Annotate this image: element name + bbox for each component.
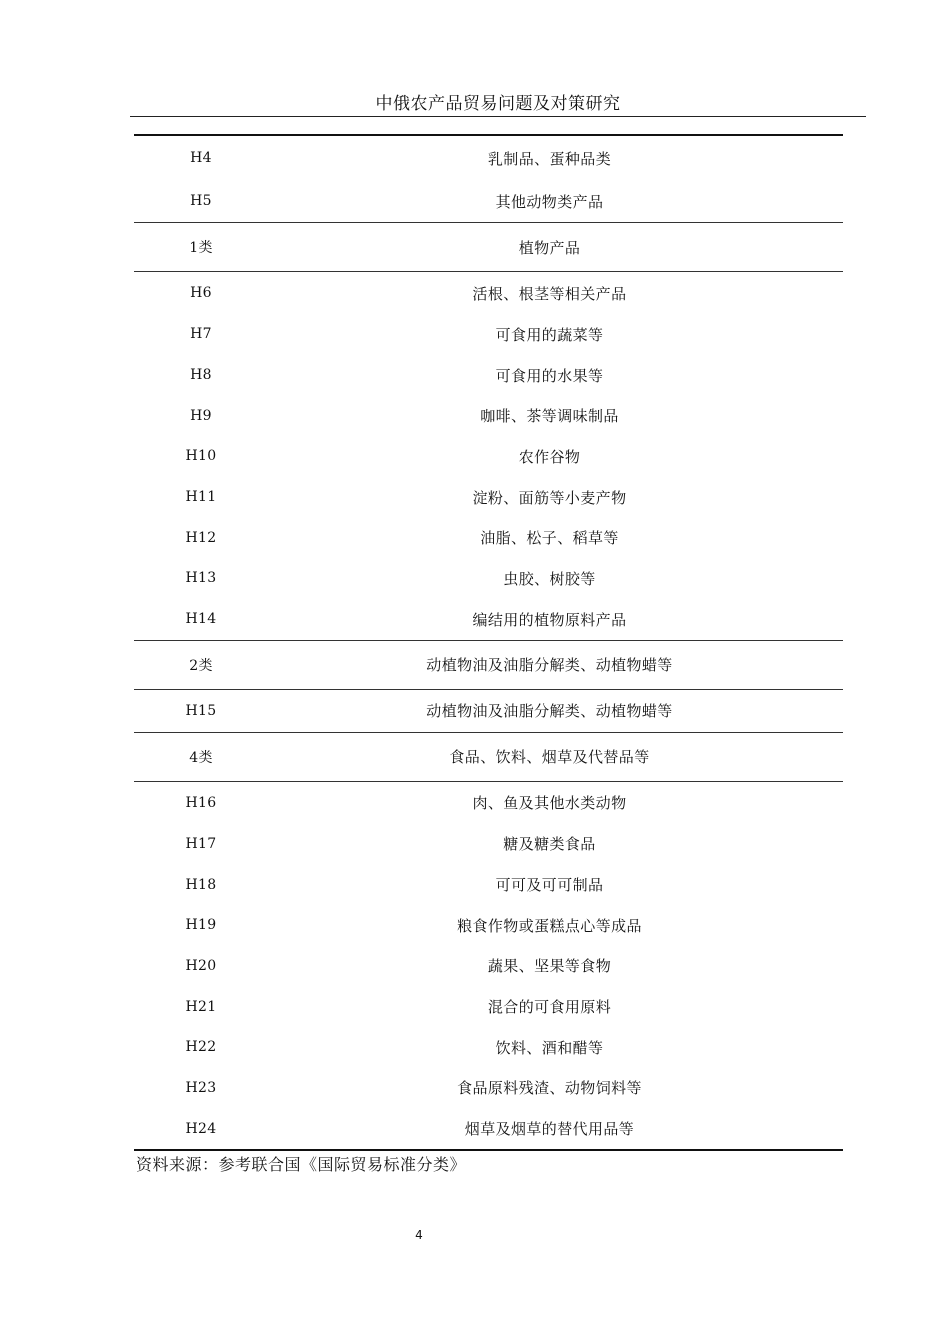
table-row <box>134 436 843 477</box>
table-row <box>134 690 843 733</box>
row-code: H6 <box>190 285 212 301</box>
row-code: 1类 <box>189 240 213 256</box>
row-description: 动植物油及油脂分解类、动植物蜡等 <box>426 702 673 720</box>
row-code: H20 <box>185 957 217 974</box>
row-code: H12 <box>185 529 217 546</box>
row-code: H5 <box>190 193 212 209</box>
table-section-row <box>134 640 843 690</box>
row-code: H19 <box>185 917 217 934</box>
row-description: 混合的可食用原料 <box>487 998 612 1017</box>
row-code: H21 <box>185 998 217 1015</box>
table-row <box>134 314 843 355</box>
table-row <box>134 1068 843 1109</box>
page-header-title: 中俄农产品贸易问题及对策研究 <box>375 94 621 114</box>
table-row <box>134 599 843 640</box>
row-description: 动植物油及油脂分解类、动植物蜡等 <box>426 656 673 674</box>
table-row <box>134 1108 843 1149</box>
header-divider <box>130 116 866 117</box>
row-code: H16 <box>185 794 217 811</box>
row-description: 可可及可可制品 <box>495 876 604 895</box>
row-description: 其他动物类产品 <box>495 192 604 211</box>
row-description: 编结用的植物原料产品 <box>472 610 627 629</box>
row-description: 农作谷物 <box>518 447 581 466</box>
row-code: 2类 <box>189 657 213 674</box>
row-description: 油脂、松子、稻草等 <box>480 529 619 548</box>
row-description: 粮食作物或蛋糕点心等成品 <box>457 916 642 935</box>
row-description: 淀粉、面筋等小麦产物 <box>472 488 627 507</box>
table-row <box>134 824 843 865</box>
row-code: H23 <box>185 1079 217 1096</box>
row-code: H15 <box>185 702 217 719</box>
table-section-row <box>134 733 843 782</box>
row-code: H10 <box>185 448 217 465</box>
row-code: H4 <box>190 150 212 166</box>
table-row <box>134 355 843 396</box>
row-code: H7 <box>190 326 212 343</box>
table-bottom-rule <box>134 1149 843 1151</box>
row-code: H11 <box>185 489 217 506</box>
row-description: 虫胶、树胶等 <box>503 569 596 588</box>
page-number: 4 <box>415 1228 423 1242</box>
row-description: 食品原料残渣、动物饲料等 <box>457 1079 642 1098</box>
table-row <box>134 905 843 946</box>
row-description: 植物产品 <box>518 238 581 257</box>
table-row <box>134 782 843 824</box>
row-description: 活根、根茎等相关产品 <box>472 284 627 303</box>
source-note: 资料来源：参考联合国《国际贸易标准分类》 <box>136 1155 467 1174</box>
row-description: 咖啡、茶等调味制品 <box>480 407 619 426</box>
row-description: 糖及糖类食品 <box>503 835 596 854</box>
table-row <box>134 986 843 1027</box>
row-code: 4类 <box>189 749 213 766</box>
row-code: H24 <box>185 1120 217 1137</box>
row-code: H17 <box>185 835 217 852</box>
table-row <box>134 477 843 518</box>
row-code: H22 <box>185 1039 217 1056</box>
row-description: 蔬果、坚果等食物 <box>487 957 612 976</box>
table-row <box>134 558 843 599</box>
table-row <box>134 272 843 314</box>
row-description: 肉、鱼及其他水类动物 <box>472 794 627 812</box>
row-description: 食品、饮料、烟草及代替品等 <box>449 748 650 766</box>
row-code: H14 <box>185 611 217 628</box>
table-row <box>134 395 843 436</box>
row-code: H13 <box>185 570 217 587</box>
table-row <box>134 946 843 987</box>
table-row <box>134 136 843 180</box>
row-description: 饮料、酒和醋等 <box>495 1038 604 1057</box>
row-description: 乳制品、蛋种品类 <box>487 149 612 168</box>
table-section-row <box>134 222 843 272</box>
row-description: 烟草及烟草的替代用品等 <box>464 1120 635 1139</box>
table-row <box>134 1027 843 1068</box>
row-code: H9 <box>190 407 212 424</box>
table-row <box>134 180 843 222</box>
table-row <box>134 864 843 905</box>
row-description: 可食用的水果等 <box>495 366 604 385</box>
row-code: H18 <box>185 876 217 893</box>
row-code: H8 <box>190 367 212 384</box>
row-description: 可食用的蔬菜等 <box>495 325 604 344</box>
classification-table <box>134 134 843 1151</box>
table-row <box>134 517 843 558</box>
